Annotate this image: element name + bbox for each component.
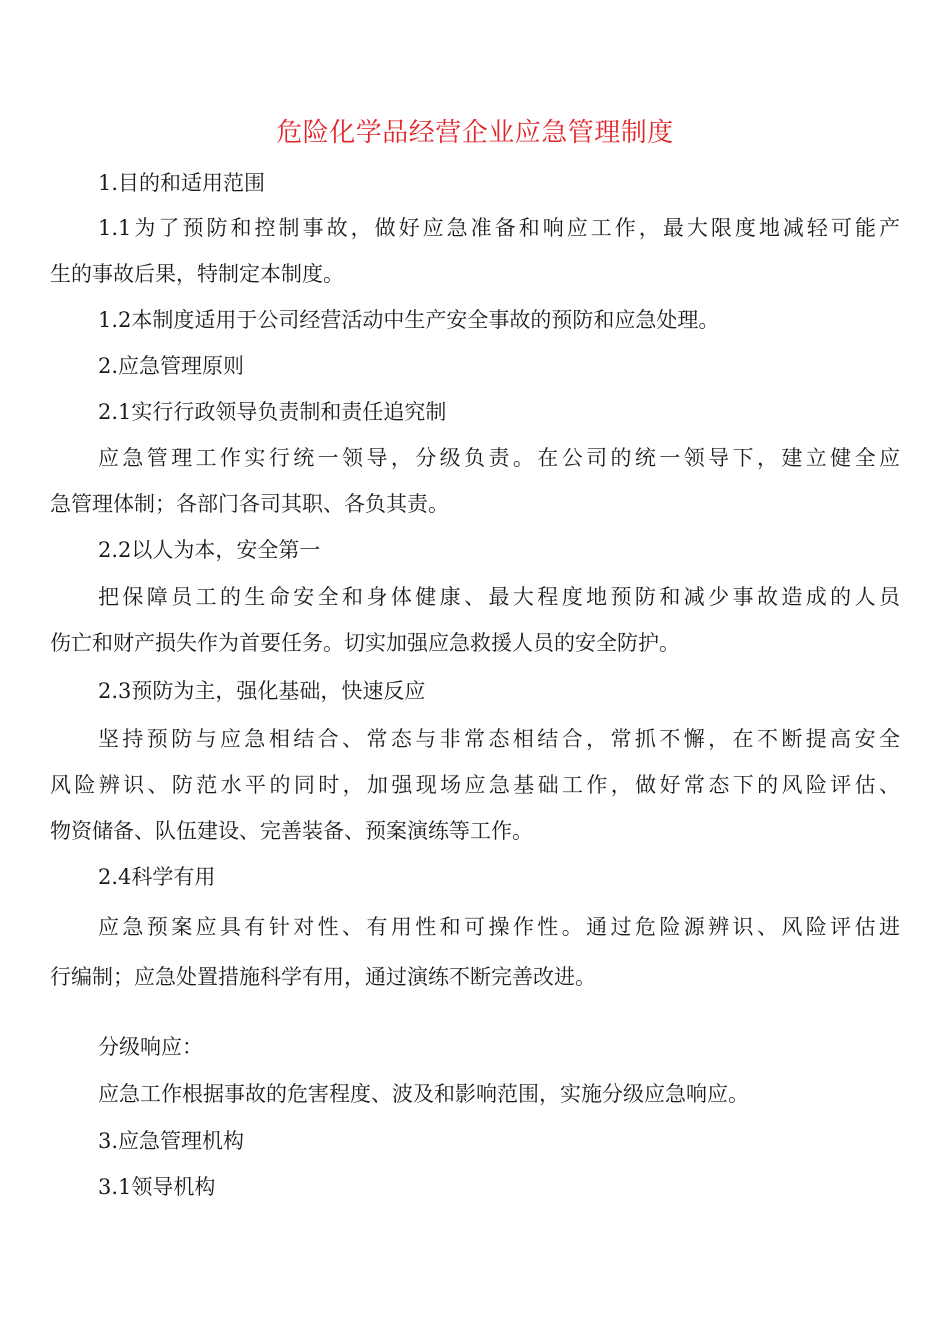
- paragraph-line: 物资储备、队伍建设、完善装备、预案演练等工作。: [50, 819, 533, 843]
- paragraph-line: 行编制；应急处置措施科学有用，通过演练不断完善改进。: [50, 965, 596, 989]
- paragraph-line: 生的事故后果，特制定本制度。: [50, 262, 344, 286]
- paragraph-line: 应急预案应具有针对性、有用性和可操作性。通过危险源辨识、风险评估进: [98, 915, 900, 939]
- paragraph-line: 伤亡和财产损失作为首要任务。切实加强应急救援人员的安全防护。: [50, 631, 680, 655]
- subsection-heading: 2.4科学有用: [98, 865, 216, 889]
- paragraph-line: 把保障员工的生命安全和身体健康、最大程度地预防和减少事故造成的人员: [98, 585, 900, 609]
- document-title: 危险化学品经营企业应急管理制度: [276, 118, 674, 148]
- section-heading-1: 1.目的和适用范围: [98, 171, 266, 195]
- subsection-heading: 3.1领导机构: [98, 1175, 216, 1199]
- paragraph-line: 1.2本制度适用于公司经营活动中生产安全事故的预防和应急处理。: [98, 308, 720, 332]
- subsection-heading: 2.3预防为主，强化基础，快速反应: [98, 679, 426, 703]
- section-heading-3: 3.应急管理机构: [98, 1129, 245, 1153]
- subsection-heading: 2.2以人为本，安全第一: [98, 538, 321, 562]
- section-heading-2: 2.应急管理原则: [98, 354, 245, 378]
- paragraph-line: 1.1为了预防和控制事故，做好应急准备和响应工作，最大限度地减轻可能产: [98, 216, 900, 240]
- paragraph-line: 风险辨识、防范水平的同时，加强现场应急基础工作，做好常态下的风险评估、: [50, 773, 900, 797]
- paragraph-line: 应急管理工作实行统一领导，分级负责。在公司的统一领导下，建立健全应: [98, 446, 900, 470]
- paragraph-line: 分级响应：: [98, 1035, 203, 1059]
- paragraph-line: 坚持预防与应急相结合、常态与非常态相结合，常抓不懈，在不断提高安全: [98, 727, 900, 751]
- paragraph-line: 应急工作根据事故的危害程度、波及和影响范围，实施分级应急响应。: [98, 1082, 749, 1106]
- paragraph-line: 急管理体制；各部门各司其职、各负其责。: [50, 492, 449, 516]
- subsection-heading: 2.1实行行政领导负责制和责任追究制: [98, 400, 447, 424]
